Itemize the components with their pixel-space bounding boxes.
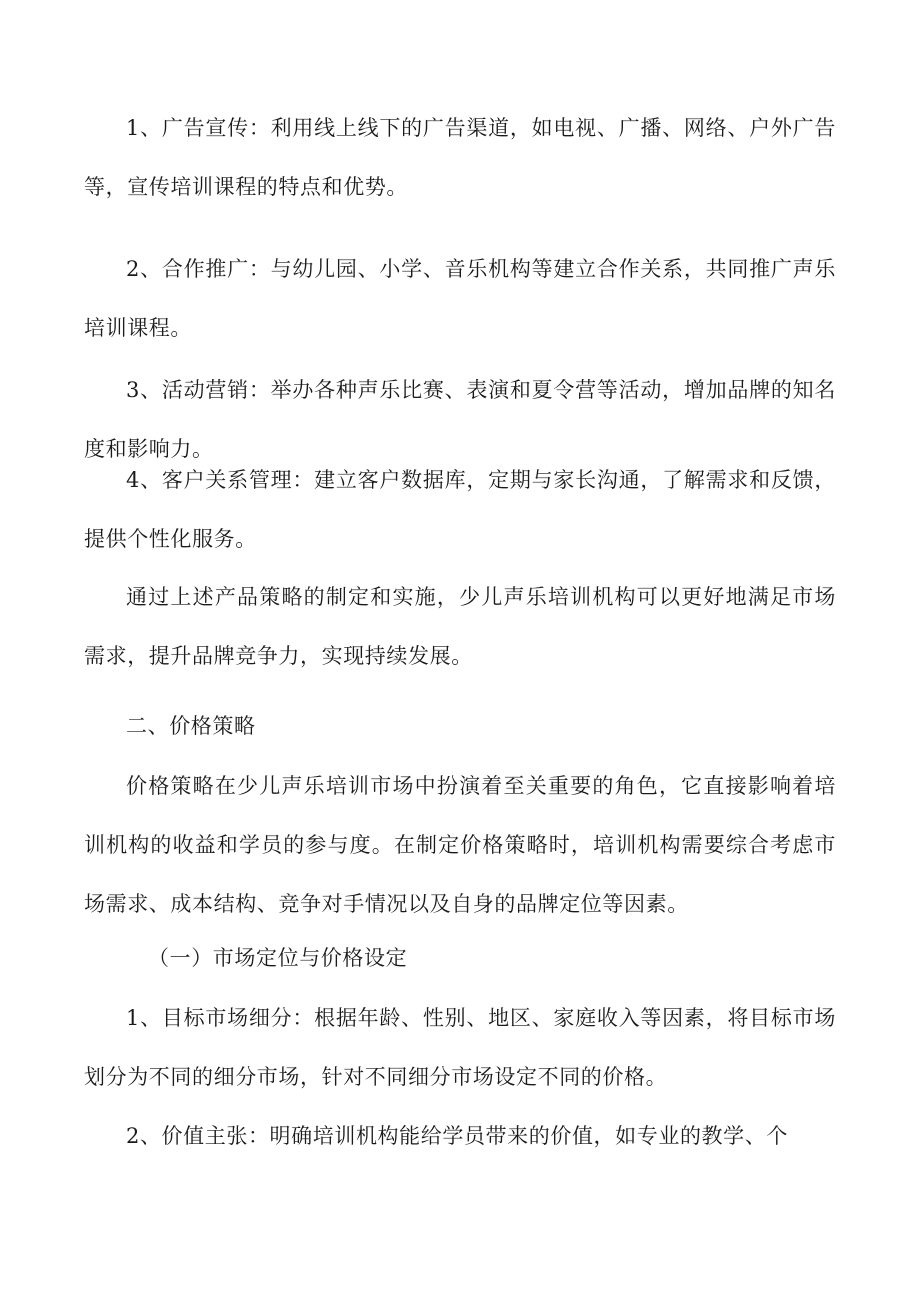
paragraph-summary: 通过上述产品策略的制定和实施，少儿声乐培训机构可以更好地满足市场需求，提升品牌竞争力，实现持续发展。	[84, 585, 836, 668]
subsection-heading-market-positioning: （一）市场定位与价格设定	[148, 946, 408, 970]
paragraph-advertising: 1、广告宣传：利用线上线下的广告渠道，如电视、广播、网络、户外广告等，宣传培训课程的特点和优势。	[84, 116, 836, 199]
paragraph-pricing-intro: 价格策略在少儿声乐培训市场中扮演着至关重要的角色，它直接影响着培训机构的收益和学员的参与度。在制定价格策略时，培训机构需要综合考虑市场需求、成本结构、竞争对手情况以及自身的品牌定位等因素。	[84, 774, 836, 916]
section-heading-pricing: 二、价格策略	[126, 714, 256, 738]
paragraph-cooperation: 2、合作推广：与幼儿园、小学、音乐机构等建立合作关系，共同推广声乐培训课程。	[84, 257, 836, 340]
paragraph-value-proposition: 2、价值主张：明确培训机构能给学员带来的价值，如专业的教学、个	[126, 1124, 788, 1148]
paragraph-event-marketing: 3、活动营销：举办各种声乐比赛、表演和夏令营等活动，增加品牌的知名度和影响力。	[84, 378, 836, 461]
paragraph-market-segmentation: 1、目标市场细分：根据年龄、性别、地区、家庭收入等因素，将目标市场划分为不同的细分市场，针对不同细分市场设定不同的价格。	[84, 1006, 836, 1089]
paragraph-customer-relations: 4、客户关系管理：建立客户数据库，定期与家长沟通，了解需求和反馈，提供个性化服务。	[84, 468, 836, 551]
